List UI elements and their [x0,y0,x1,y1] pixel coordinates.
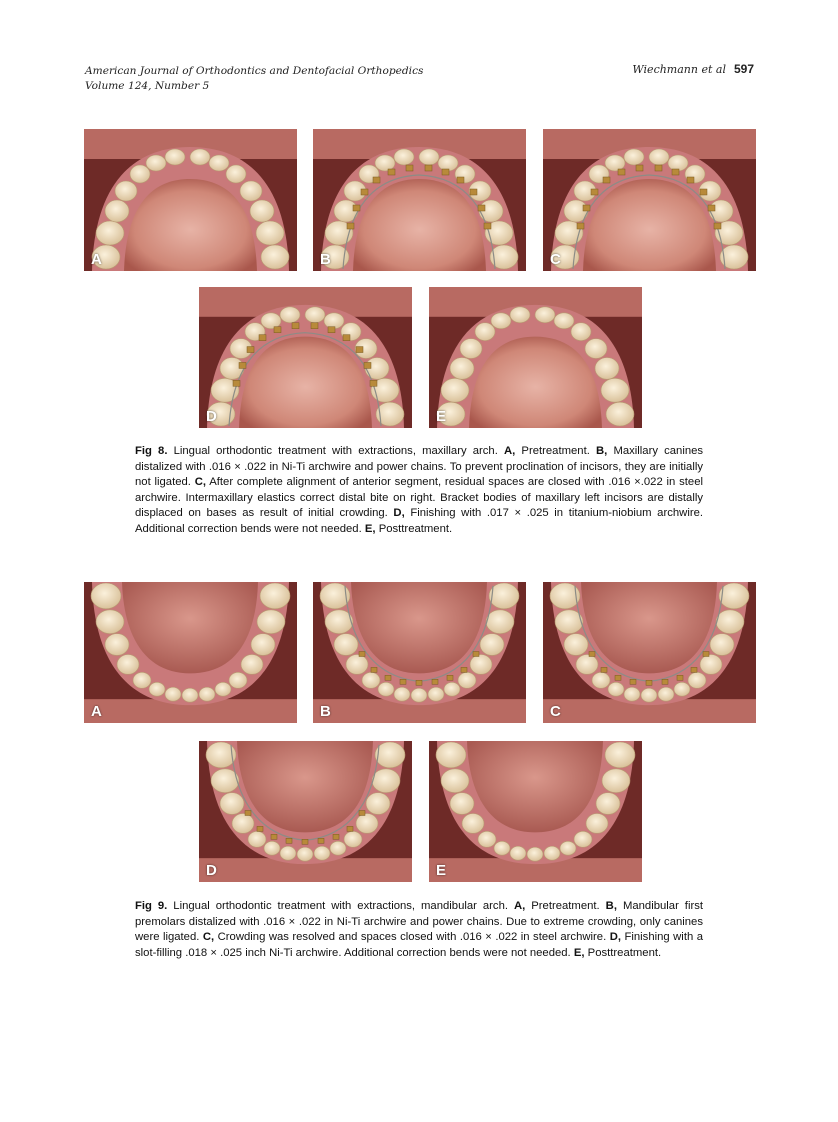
fig9-panel-c-label: C [550,703,561,720]
fig8-panel-c [543,129,756,271]
fig8-panel-c-label: C [550,251,561,268]
journal-title: American Journal of Orthodontics and Dentofacial Orthopedics [85,65,424,77]
fig8-panel-b-label: B [320,251,331,268]
fig8-caption-a-text: Pretreatment. [521,445,590,457]
journal-volume: Volume 124, Number 5 [85,80,210,92]
fig9-panel-e [429,741,642,882]
fig8-caption-d-text: Finishing with .017 × .025 in titanium-niobium archwire. Additional correction bends were not needed. [135,507,704,535]
fig9-caption [135,899,703,961]
running-header-journal [85,64,423,94]
fig9-caption-c-label: C, [202,931,215,944]
fig9-panel-a-label: A [91,703,102,720]
fig9-panel-b-label: B [320,703,331,720]
fig9-panel-c [543,582,756,723]
fig9-caption-label: Fig 9. [135,900,168,912]
fig9-panel-e-label: E [436,862,447,879]
fig8-panel-c-image [543,129,756,271]
fig9-panel-e-image [429,741,642,882]
fig8-caption-e-label: E, [364,522,376,535]
fig8-caption-d-label: D, [393,507,405,520]
fig9-panel-d-label: D [206,862,217,879]
fig8-caption-c-label: C, [194,476,207,489]
fig8-caption-intro: Lingual orthodontic treatment with extractions, maxillary arch. [173,445,498,457]
fig9-caption-c-text: Crowding was resolved and spaces closed with .016 × .022 in steel archwire. [217,931,607,944]
fig9-panel-a-image [84,582,297,723]
running-author: Wiechmann et al [632,63,726,76]
running-header-page [632,62,754,76]
fig9-caption-e-text: Posttreatment. [587,946,662,959]
fig9-caption-e-label: E, [573,946,585,959]
page-number: 597 [733,62,754,76]
fig9-caption-a-label: A, [513,900,526,912]
fig8-caption-a-label: A, [503,445,516,457]
fig9-caption-b-text: Mandibular first premolars distalized with .016 × .022 in Ni-Ti archwire and power chains. Due to extreme crowding, only canines were ligated. [135,900,704,944]
fig8-caption-label: Fig 8. [135,445,168,457]
fig9-caption-d-text: Finishing with a slot-filling .018 × .025 inch Ni-Ti archwire. Additional correction bends were not needed. [135,931,703,959]
fig9-panel-d-image [199,741,412,882]
fig8-panel-d-image [199,287,412,428]
fig9-panel-a [84,582,297,723]
fig8-caption-e-text: Posttreatment. [378,522,453,535]
fig9-panel-c-image [543,582,756,723]
fig8-panel-a [84,129,297,271]
fig8-caption-b-label: B, [596,445,608,457]
fig8-panel-e-image [429,287,642,428]
fig8-panel-a-image [84,129,297,271]
fig8-caption [135,444,703,538]
fig8-panel-b-image [313,129,526,271]
fig9-caption-intro: Lingual orthodontic treatment with extractions, mandibular arch. [173,900,508,912]
fig8-panel-b [313,129,526,271]
fig9-panel-b [313,582,526,723]
fig9-panel-b-image [313,582,526,723]
fig8-panel-d [199,287,412,428]
fig8-panel-e-label: E [436,408,447,425]
fig8-panel-e [429,287,642,428]
fig9-panel-d [199,741,412,882]
fig8-caption-c-text: After complete alignment of anterior segment, residual spaces are closed with .016 ×.022 in steel archwire. Intermaxillary elastics correct distal bite on right. Bracket bodies of maxillary left incisors are distally displaced on bases as result of initial crowding. [135,476,704,520]
fig8-caption-b-text: Maxillary canines distalized with .016 × .022 in Ni-Ti archwire and power chains. To prevent proclination of incisors, they are initially not ligated. [135,445,704,489]
fig9-caption-d-label: D, [609,931,621,944]
fig8-panel-d-label: D [206,408,217,425]
fig9-caption-b-label: B, [605,900,617,912]
fig9-caption-a-text: Pretreatment. [531,900,600,912]
fig8-panel-a-label: A [91,251,102,268]
